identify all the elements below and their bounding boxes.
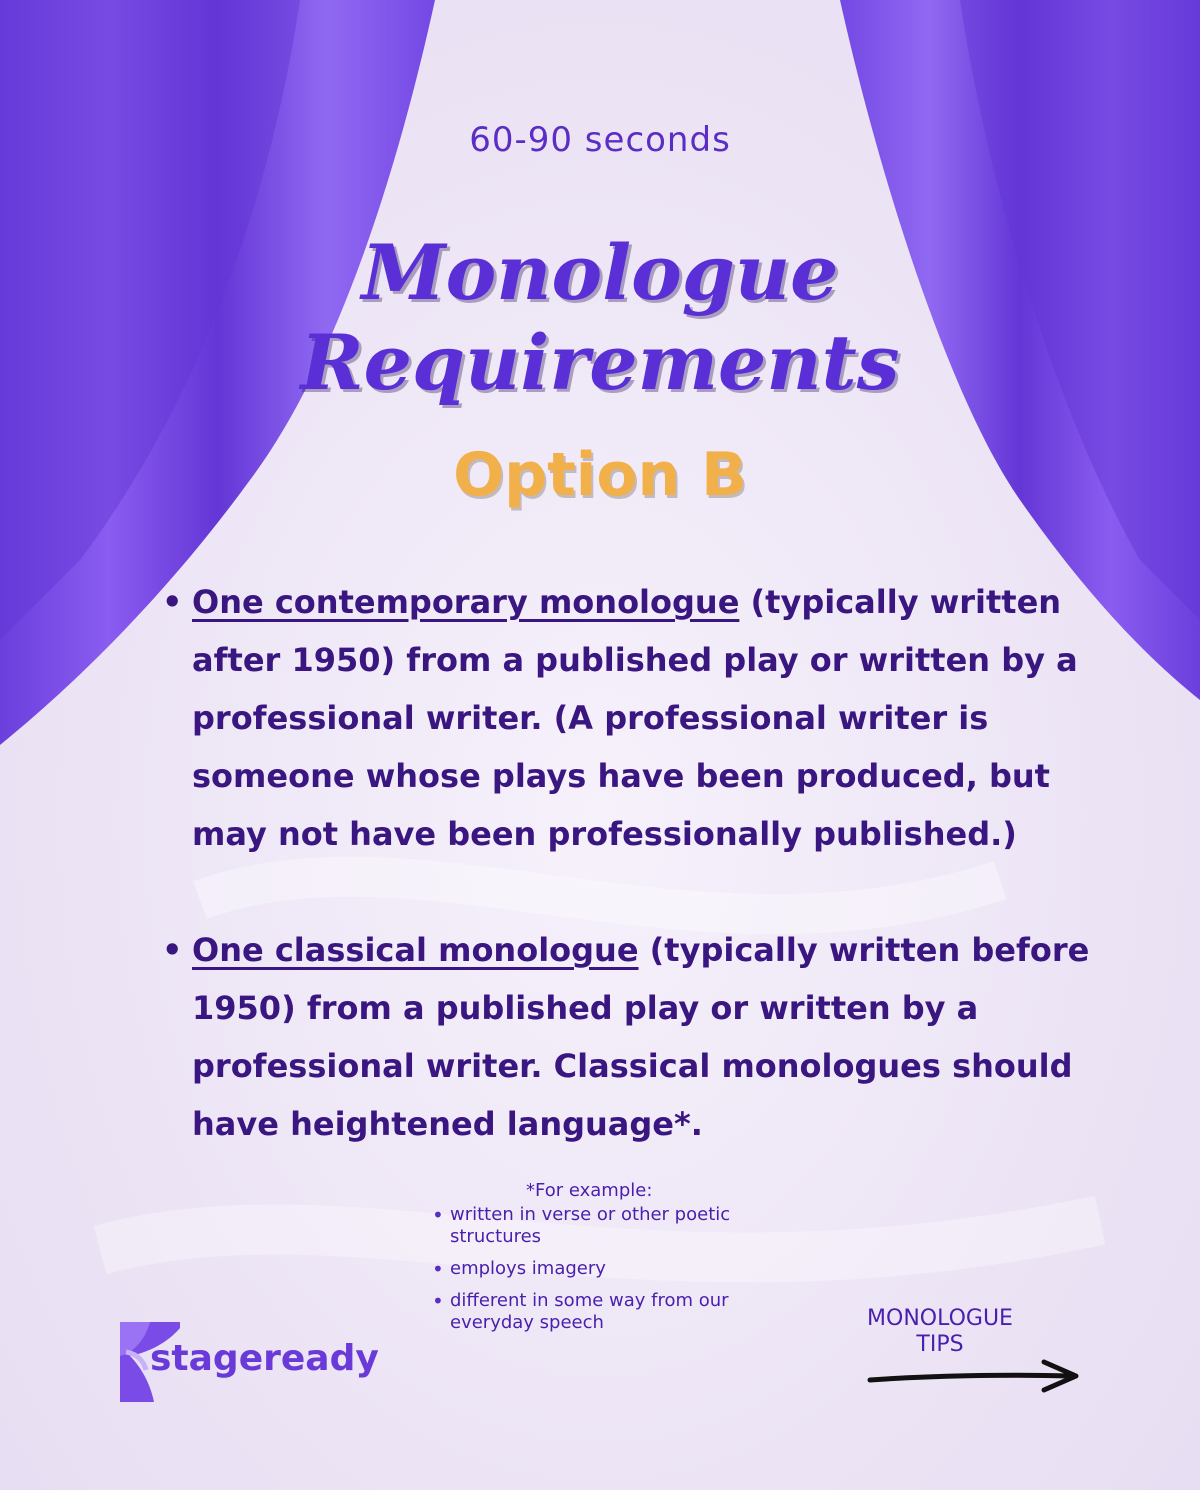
duration-label: 60-90 seconds	[469, 120, 731, 160]
example-list	[430, 1204, 790, 1334]
title-line-2: Requirements	[300, 318, 900, 407]
requirement-detail: (typically written after 1950) from a published play or written by a professional writer. (A professional writer is someone whose plays have been produced, but may not have been professionally published.)	[192, 583, 1078, 853]
requirement-text	[162, 921, 1092, 1153]
brand-name: stageready	[150, 1338, 379, 1379]
requirement-item	[162, 573, 1092, 863]
requirement-item	[162, 921, 1092, 1153]
arrow-right-icon[interactable]	[866, 1356, 1086, 1396]
page-title	[0, 228, 1200, 408]
list-item: • different in some way from our everyday speech	[430, 1290, 790, 1334]
example-heading: *For example:	[526, 1180, 653, 1201]
bullet: •	[162, 583, 183, 621]
bullet: •	[162, 931, 183, 969]
list-item: • employs imagery	[430, 1258, 790, 1280]
requirement-detail: (typically written before 1950) from a published play or written by a professional writer. Classical monologues should have heightened language*.	[192, 931, 1090, 1143]
requirement-highlight: One classical monologue	[192, 931, 639, 969]
requirement-highlight: One contemporary monologue	[192, 583, 740, 621]
monologue-tips-link[interactable]	[840, 1306, 1040, 1358]
list-item: • written in verse or other poetic structures	[430, 1204, 790, 1248]
requirement-text	[162, 573, 1092, 863]
brand-logo[interactable]	[120, 1322, 380, 1402]
option-label: Option B	[453, 440, 747, 510]
title-line-1: Monologue	[361, 228, 839, 317]
tips-label-line-1: MONOLOGUE	[867, 1306, 1013, 1331]
example-note	[430, 1180, 790, 1344]
tips-label-line-2: TIPS	[916, 1332, 964, 1357]
